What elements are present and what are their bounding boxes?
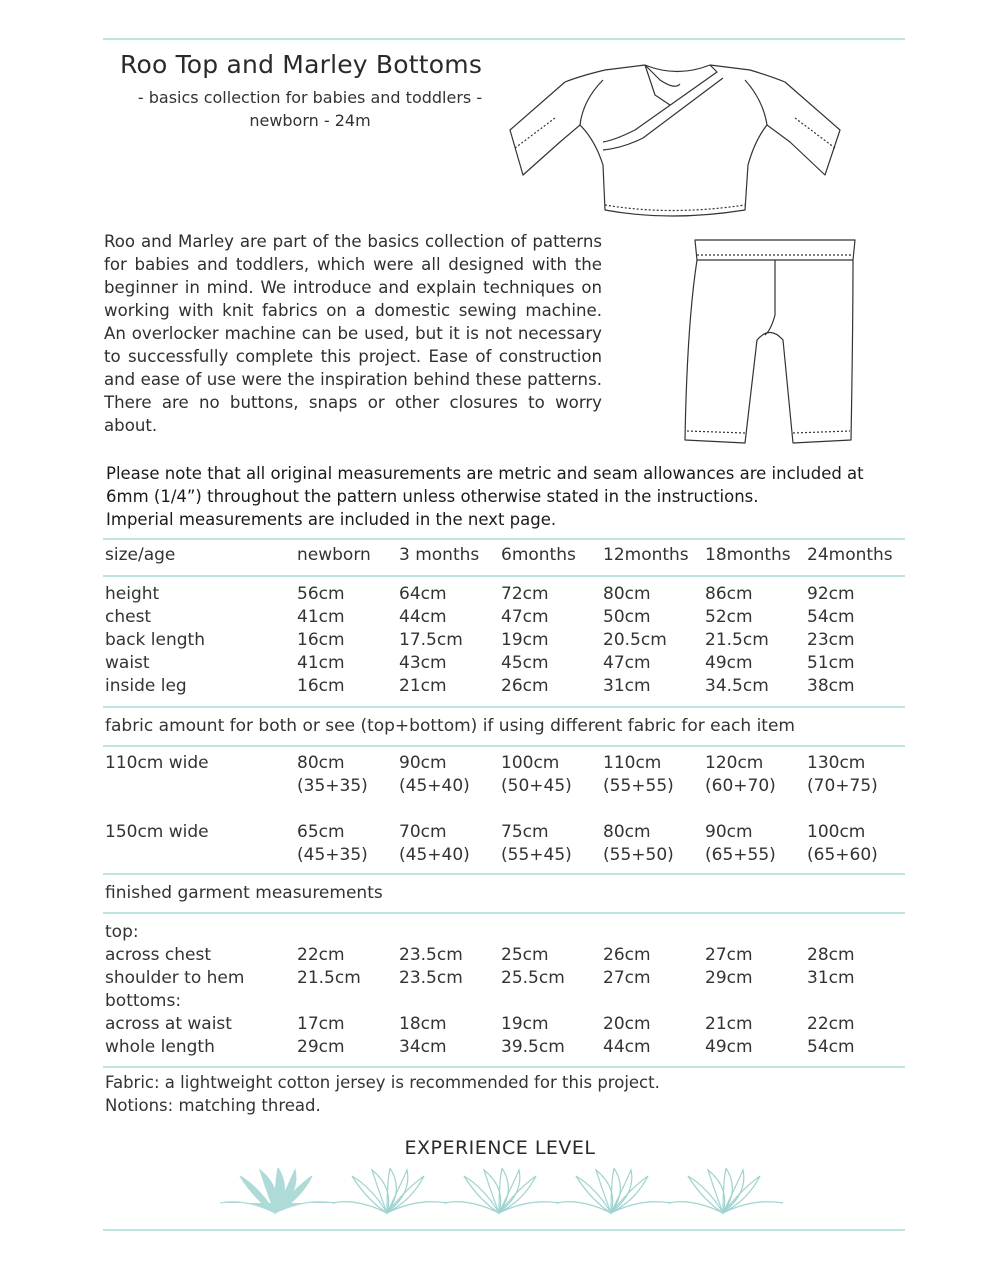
divider bbox=[103, 745, 905, 747]
table-cell: 72cm bbox=[501, 584, 549, 604]
table-cell: 17cm bbox=[297, 1014, 345, 1034]
divider bbox=[103, 575, 905, 577]
table-row bbox=[105, 607, 905, 630]
table-cell: 16cm bbox=[297, 630, 345, 650]
table-cell: 28cm bbox=[807, 945, 855, 965]
size-header-cell: 18months bbox=[705, 545, 791, 565]
table-cell: 39.5cm bbox=[501, 1037, 565, 1057]
table-cell: (70+75) bbox=[807, 776, 878, 796]
size-header-cell: 3 months bbox=[399, 545, 480, 565]
table-row bbox=[105, 845, 905, 868]
table-cell: 29cm bbox=[297, 1037, 345, 1057]
divider bbox=[103, 706, 905, 708]
table-cell: 45cm bbox=[501, 653, 549, 673]
table-cell: (50+45) bbox=[501, 776, 572, 796]
table-cell: 34cm bbox=[399, 1037, 447, 1057]
table-cell: 130cm bbox=[807, 753, 866, 773]
table-cell: (55+50) bbox=[603, 845, 674, 865]
divider bbox=[103, 1066, 905, 1068]
table-cell: (45+35) bbox=[297, 845, 368, 865]
table-row bbox=[105, 753, 905, 776]
table-cell: 21.5cm bbox=[705, 630, 769, 650]
table-cell: 75cm bbox=[501, 822, 549, 842]
roo-top-illustration bbox=[505, 60, 845, 220]
table-cell: (55+45) bbox=[501, 845, 572, 865]
table-cell: 25cm bbox=[501, 945, 549, 965]
table-cell: 27cm bbox=[705, 945, 753, 965]
size-header-cell: 24months bbox=[807, 545, 893, 565]
row-label: back length bbox=[105, 630, 205, 650]
table-cell: 20cm bbox=[603, 1014, 651, 1034]
table-row bbox=[105, 653, 905, 676]
bottom-divider bbox=[103, 1229, 905, 1231]
table-cell: 29cm bbox=[705, 968, 753, 988]
table-cell: 23cm bbox=[807, 630, 855, 650]
table-cell: 21.5cm bbox=[297, 968, 361, 988]
table-cell: 20.5cm bbox=[603, 630, 667, 650]
table-cell: 34.5cm bbox=[705, 676, 769, 696]
table-cell: 22cm bbox=[297, 945, 345, 965]
row-label: bottoms: bbox=[105, 991, 182, 1011]
divider bbox=[103, 873, 905, 875]
table-cell: 54cm bbox=[807, 1037, 855, 1057]
fabric-heading: fabric amount for both or see (top+bottom) if using different fabric for each item bbox=[105, 716, 795, 736]
table-cell: 80cm bbox=[603, 584, 651, 604]
table-cell: 31cm bbox=[603, 676, 651, 696]
table-row bbox=[105, 630, 905, 653]
table-cell: 23.5cm bbox=[399, 945, 463, 965]
intro-paragraph: Roo and Marley are part of the basics collection of patterns for babies and toddlers, which were all designed with the beginner in mind. We introduce and explain techniques on working with knit fabrics on a domestic sewing machine. An overlocker machine can be used, but it is not necessary to successfully complete this project. Ease of construction and ease of use were the inspiration behind these patterns. There are no buttons, snaps or other closures to worry about. bbox=[104, 232, 602, 435]
lotus-icon-outline bbox=[668, 1168, 783, 1213]
table-cell: 90cm bbox=[399, 753, 447, 773]
note-line-3: Imperial measurements are included in the next page. bbox=[106, 510, 557, 529]
page-title: Roo Top and Marley Bottoms bbox=[120, 50, 483, 79]
table-cell: (35+35) bbox=[297, 776, 368, 796]
table-row bbox=[105, 1037, 905, 1060]
table-cell: 25.5cm bbox=[501, 968, 565, 988]
table-cell: 23.5cm bbox=[399, 968, 463, 988]
table-row bbox=[105, 822, 905, 845]
table-cell: (55+55) bbox=[603, 776, 674, 796]
subtitle-size-range: newborn - 24m bbox=[249, 111, 371, 130]
subtitle-collection: - basics collection for babies and toddlers - bbox=[137, 88, 483, 107]
table-cell: 56cm bbox=[297, 584, 345, 604]
table-cell: 47cm bbox=[603, 653, 651, 673]
table-cell: 26cm bbox=[501, 676, 549, 696]
size-header-label: size/age bbox=[105, 545, 176, 565]
table-cell: 47cm bbox=[501, 607, 549, 627]
row-label: chest bbox=[105, 607, 152, 627]
table-row bbox=[105, 1014, 905, 1037]
row-label: whole length bbox=[105, 1037, 215, 1057]
table-cell: 31cm bbox=[807, 968, 855, 988]
table-cell: 22cm bbox=[807, 1014, 855, 1034]
row-label: across chest bbox=[105, 945, 212, 965]
table-cell: 44cm bbox=[603, 1037, 651, 1057]
lotus-icon-outline bbox=[556, 1168, 671, 1213]
table-cell: 92cm bbox=[807, 584, 855, 604]
row-label: 150cm wide bbox=[105, 822, 209, 842]
table-cell: 21cm bbox=[705, 1014, 753, 1034]
table-cell: 26cm bbox=[603, 945, 651, 965]
table-cell: 18cm bbox=[399, 1014, 447, 1034]
row-label: inside leg bbox=[105, 676, 187, 696]
row-label: waist bbox=[105, 653, 150, 673]
table-cell: 100cm bbox=[501, 753, 560, 773]
finished-heading: finished garment measurements bbox=[105, 883, 383, 903]
table-cell: 80cm bbox=[603, 822, 651, 842]
table-top-divider bbox=[103, 538, 905, 540]
table-cell: 120cm bbox=[705, 753, 764, 773]
table-cell: 21cm bbox=[399, 676, 447, 696]
table-cell: 64cm bbox=[399, 584, 447, 604]
note-line-1: Please note that all original measurements are metric and seam allowances are included at bbox=[106, 464, 864, 483]
table-row bbox=[105, 922, 905, 945]
table-cell: 19cm bbox=[501, 630, 549, 650]
lotus-icon-outline bbox=[332, 1168, 447, 1213]
table-cell: 27cm bbox=[603, 968, 651, 988]
lotus-icon-filled bbox=[220, 1168, 335, 1213]
table-cell: (45+40) bbox=[399, 845, 470, 865]
table-cell: (65+55) bbox=[705, 845, 776, 865]
table-cell: 50cm bbox=[603, 607, 651, 627]
table-cell: 49cm bbox=[705, 653, 753, 673]
table-cell: 86cm bbox=[705, 584, 753, 604]
table-cell: 70cm bbox=[399, 822, 447, 842]
table-cell: 43cm bbox=[399, 653, 447, 673]
divider bbox=[103, 912, 905, 914]
table-cell: 19cm bbox=[501, 1014, 549, 1034]
table-row bbox=[105, 776, 905, 799]
table-cell: (45+40) bbox=[399, 776, 470, 796]
notions-note: Notions: matching thread. bbox=[105, 1096, 321, 1115]
table-cell: 54cm bbox=[807, 607, 855, 627]
table-cell: 38cm bbox=[807, 676, 855, 696]
table-cell: 90cm bbox=[705, 822, 753, 842]
row-label: top: bbox=[105, 922, 139, 942]
table-cell: (60+70) bbox=[705, 776, 776, 796]
experience-level-label: EXPERIENCE LEVEL bbox=[404, 1137, 596, 1159]
experience-rating bbox=[220, 1168, 790, 1218]
table-cell: 17.5cm bbox=[399, 630, 463, 650]
top-divider bbox=[103, 38, 905, 40]
fabric-note: Fabric: a lightweight cotton jersey is recommended for this project. bbox=[105, 1073, 660, 1092]
table-row bbox=[105, 968, 905, 991]
table-cell: 110cm bbox=[603, 753, 662, 773]
row-label: 110cm wide bbox=[105, 753, 209, 773]
lotus-icon-outline bbox=[444, 1168, 559, 1213]
table-cell: 16cm bbox=[297, 676, 345, 696]
table-cell: 41cm bbox=[297, 607, 345, 627]
size-header-cell: 6months bbox=[501, 545, 576, 565]
size-header-cell: newborn bbox=[297, 545, 371, 565]
row-label: shoulder to hem bbox=[105, 968, 245, 988]
row-label: across at waist bbox=[105, 1014, 232, 1034]
table-cell: 100cm bbox=[807, 822, 866, 842]
table-row bbox=[105, 584, 905, 607]
table-cell: 65cm bbox=[297, 822, 345, 842]
table-cell: 44cm bbox=[399, 607, 447, 627]
marley-bottoms-illustration bbox=[675, 235, 875, 450]
table-cell: 52cm bbox=[705, 607, 753, 627]
note-line-2: 6mm (1/4”) throughout the pattern unless otherwise stated in the instructions. bbox=[106, 487, 759, 506]
table-row bbox=[105, 676, 905, 699]
table-cell: 41cm bbox=[297, 653, 345, 673]
table-cell: (65+60) bbox=[807, 845, 878, 865]
size-header-cell: 12months bbox=[603, 545, 689, 565]
table-cell: 51cm bbox=[807, 653, 855, 673]
row-label: height bbox=[105, 584, 160, 604]
table-cell: 80cm bbox=[297, 753, 345, 773]
measurement-note bbox=[106, 462, 906, 531]
table-cell: 49cm bbox=[705, 1037, 753, 1057]
table-row bbox=[105, 991, 905, 1014]
table-row bbox=[105, 945, 905, 968]
